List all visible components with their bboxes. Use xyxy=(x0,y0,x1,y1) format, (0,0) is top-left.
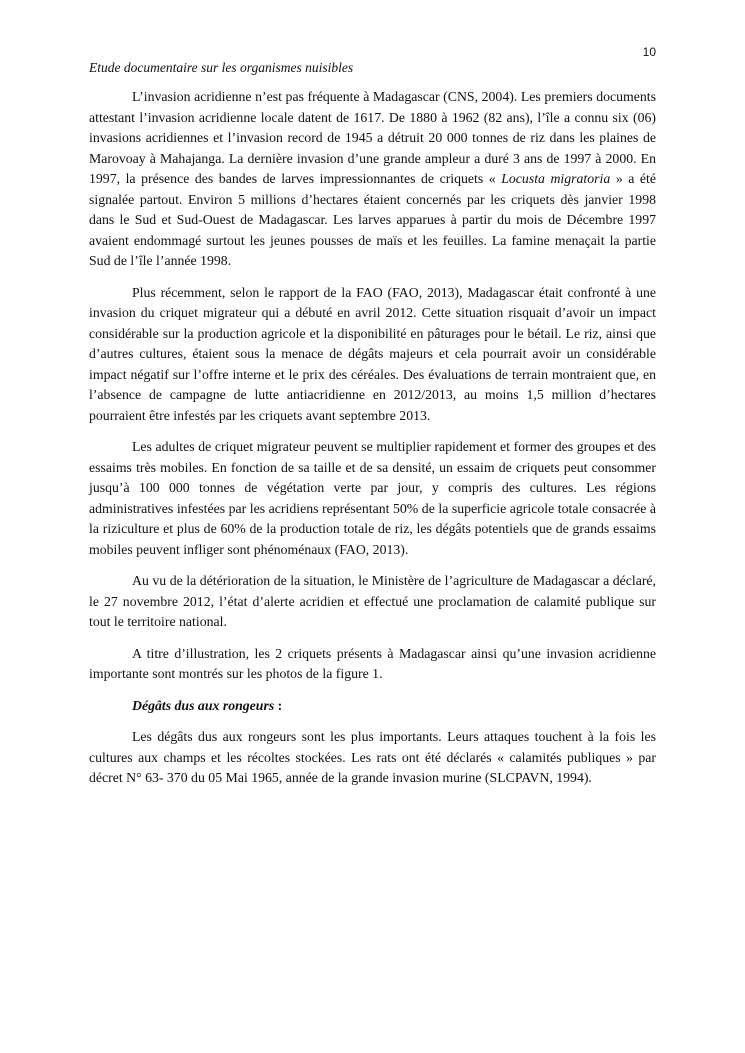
paragraph-swarm-damage: Les adultes de criquet migrateur peuvent se multiplier rapidement et former des groupes et des essaims très mobiles. En fonction de sa taille et de sa densité, un essaim de criquets peut consommer jusqu’à 100 000 tonnes de végétation verte par jour, y compris des cultures. Les régions administratives infestées par les acridiens représentant 50% de la superficie agricole totale consacrée à la riziculture et plus de 60% de la production totale de riz, les dégâts potentiels que de grands essaims mobiles peuvent infliger sont phénoménaux (FAO, 2013). xyxy=(89,439,656,557)
paragraph-text: L’invasion acridienne n’est pas fréquente à Madagascar (CNS, 2004). Les premiers documents attestant l’invasion acridienne locale datent de 1617. De 1880 à 1962 (82 ans), l’île a connu six (06) invasions acridiennes et l’invasion record de 1945 a détruit 20 000 tonnes de riz dans les plaines de Marovoay à Mahajanga. La dernière invasion d’une grande ampleur a duré 3 ans de 1997 à 2000. En 1997, la présence des bandes de larves impressionnantes de criquets « xyxy=(89,89,656,186)
paragraph-text: » a été signalée partout. Environ 5 millions d’hectares étaient concernés par les criquets dès janvier 1998 dans le Sud et Sud-Ouest de Madagascar. Les larves apparues à partir du mois de Décembre 1997 avaient endommagé surtout les jeunes pousses de maïs et les feuilles. La famine menaçait la partie Sud de l’île l’année 1998. xyxy=(89,171,656,268)
species-name: Locusta migratoria xyxy=(501,171,611,186)
body-text xyxy=(89,87,656,800)
subheading-text: Dégâts dus aux rongeurs xyxy=(132,697,275,713)
paragraph-rodent-damage: Les dégâts dus aux rongeurs sont les plus importants. Leurs attaques touchent à la fois les cultures aux champs et les récoltes stockées. Les rats ont été déclarés « calamités publiques » par décret N° 63- 370 du 05 Mai 1965, année de la grande invasion murine (SLCPAVN, 1994). xyxy=(89,729,656,785)
paragraph-alert-declaration: Au vu de la détérioration de la situation, le Ministère de l’agriculture de Madagascar a déclaré, le 27 novembre 2012, l’état d’alerte acridien et effectué une proclamation de calamité publique sur tout le territoire national. xyxy=(89,573,656,629)
section-subheading xyxy=(89,696,656,717)
paragraph-fao-report: Plus récemment, selon le rapport de la FAO (FAO, 2013), Madagascar était confronté à une invasion du criquet migrateur qui a débuté en avril 2012. Cette situation risquait d’avoir un impact considérable sur la production agricole et la disponibilité en pâturages pour le bétail. Le riz, ainsi que d’autres cultures, étaient sous la menace de dégâts majeurs et cela pourrait avoir un considérable impact négatif sur l’offre interne et le prix des céréales. Des évaluations de terrain montraient que, en l’absence de campagne de lutte antiacridienne en 2012/2013, au moins 1,5 million d’hectares pourraient être infestés par les criquets avant septembre 2013. xyxy=(89,284,656,423)
running-head: Etude documentaire sur les organismes nuisibles xyxy=(89,60,354,75)
paragraph-locust-history xyxy=(89,87,656,272)
subheading-colon: : xyxy=(274,697,283,713)
paragraph-figure-reference: A titre d’illustration, les 2 criquets présents à Madagascar ainsi qu’une invasion acridienne importante sont montrés sur les photos de la figure 1. xyxy=(89,645,656,681)
page-number: 10 xyxy=(642,45,656,59)
